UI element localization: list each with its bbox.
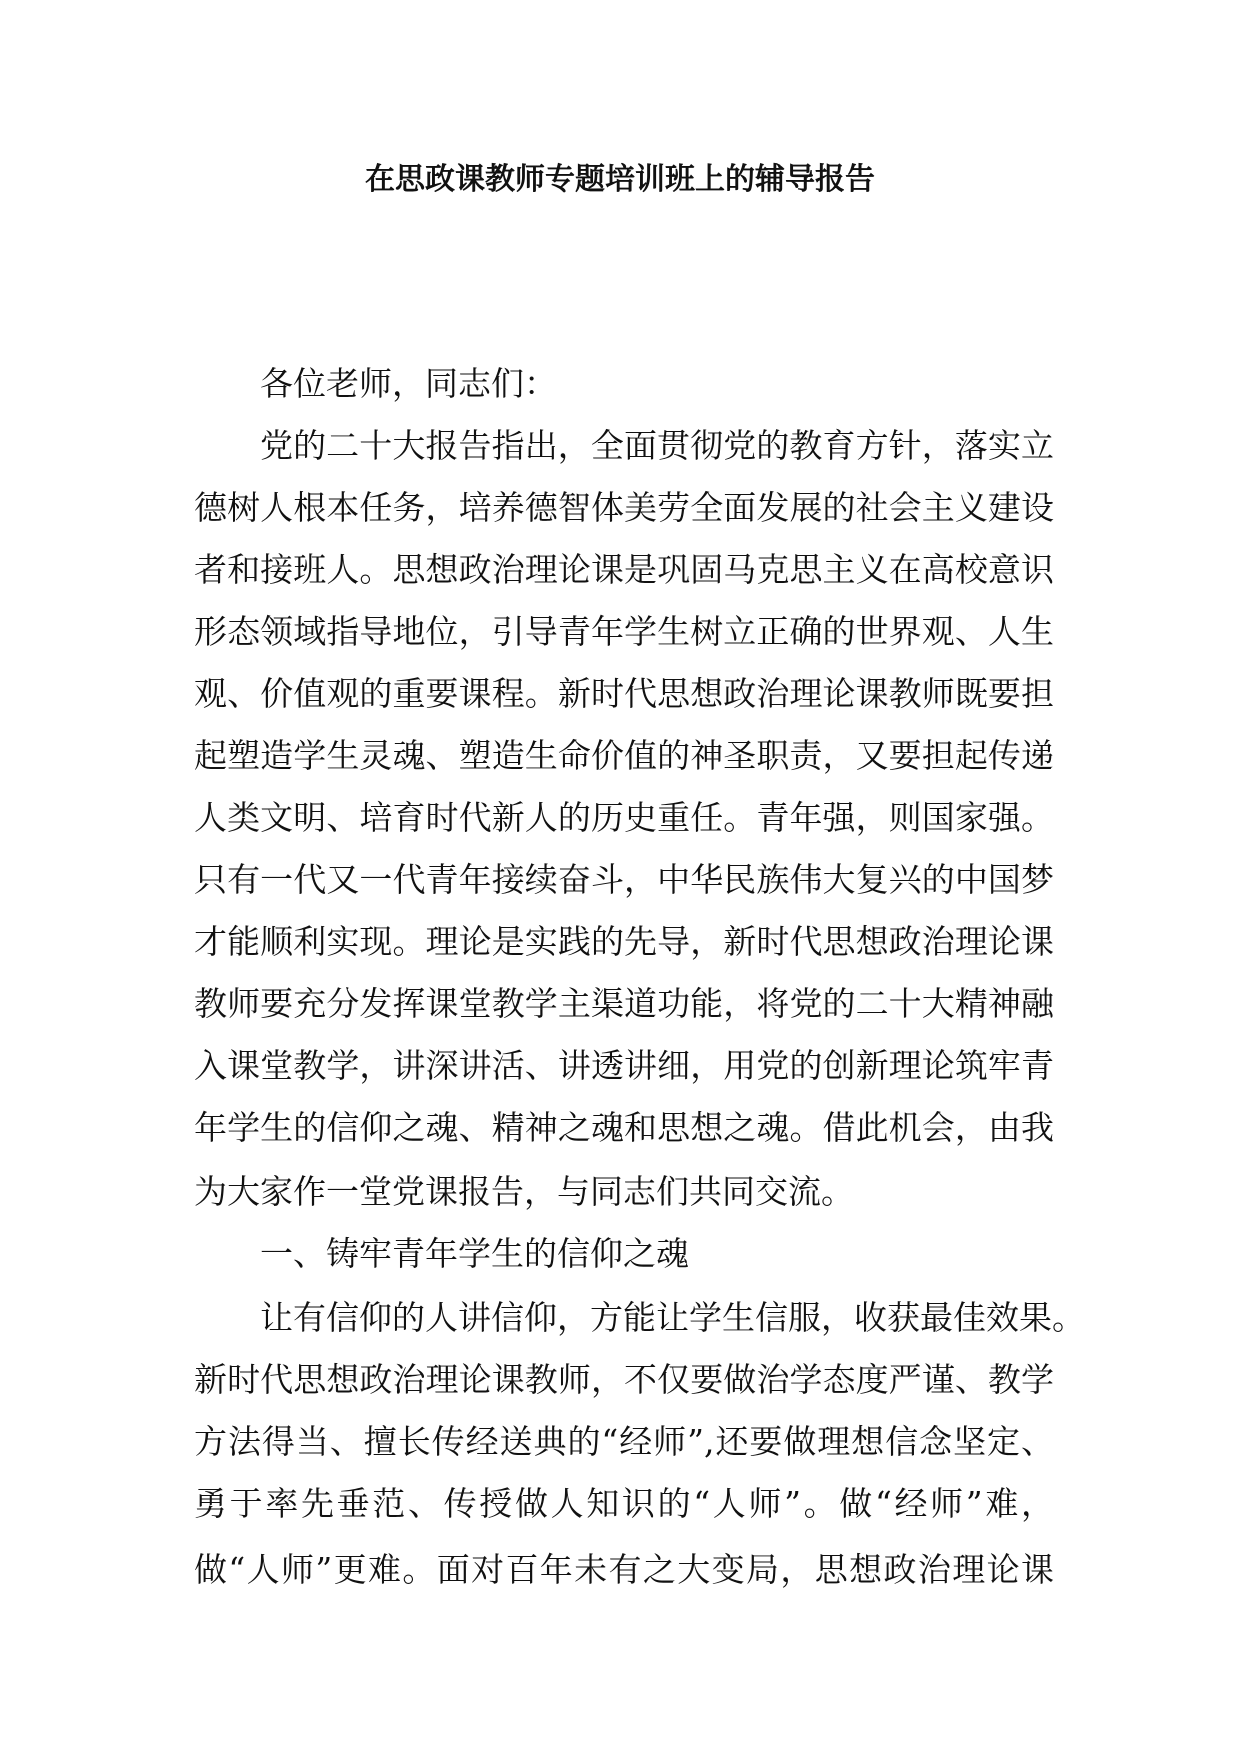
- section-heading: 一、铸牢青年学生的信仰之魂: [260, 1234, 689, 1273]
- document-title: 在思政课教师专题培训班上的辅导报告: [365, 162, 875, 197]
- body-line: 德树人根本任务，培养德智体美劳全面发展的社会主义建设: [194, 488, 1054, 527]
- body-line: 做“人师”更难。面对百年未有之大变局，思想政治理论课: [194, 1550, 1054, 1589]
- body-line: 人类文明、培育时代新人的历史重任。青年强，则国家强。: [194, 798, 1054, 837]
- body-line: 起塑造学生灵魂、塑造生命价值的神圣职责，又要担起传递: [194, 736, 1054, 775]
- body-line: 入课堂教学，讲深讲活、讲透讲细，用党的创新理论筑牢青: [194, 1046, 1054, 1085]
- body-line: 让有信仰的人讲信仰，方能让学生信服，收获最佳效果。: [260, 1298, 1085, 1337]
- body-line: 形态领域指导地位，引导青年学生树立正确的世界观、人生: [194, 612, 1054, 651]
- body-line: 为大家作一堂党课报告，与同志们共同交流。: [194, 1172, 854, 1211]
- body-line: 者和接班人。思想政治理论课是巩固马克思主义在高校意识: [194, 550, 1054, 589]
- body-line: 教师要充分发挥课堂教学主渠道功能，将党的二十大精神融: [194, 984, 1054, 1023]
- body-line: 勇于率先垂范、传授做人知识的“人师”。做“经师”难，: [194, 1484, 1054, 1523]
- body-line: 党的二十大报告指出，全面贯彻党的教育方针，落实立: [260, 426, 1054, 465]
- body-line: 只有一代又一代青年接续奋斗，中华民族伟大复兴的中国梦: [194, 860, 1054, 899]
- body-line: 新时代思想政治理论课教师，不仅要做治学态度严谨、教学: [194, 1360, 1054, 1399]
- body-line: 年学生的信仰之魂、精神之魂和思想之魂。借此机会，由我: [194, 1108, 1054, 1147]
- body-line: 方法得当、擅长传经送典的“经师”,还要做理想信念坚定、: [194, 1422, 1054, 1461]
- salutation: 各位老师，同志们：: [260, 364, 557, 403]
- body-line: 观、价值观的重要课程。新时代思想政治理论课教师既要担: [194, 674, 1054, 713]
- body-line: 才能顺利实现。理论是实践的先导，新时代思想政治理论课: [194, 922, 1054, 961]
